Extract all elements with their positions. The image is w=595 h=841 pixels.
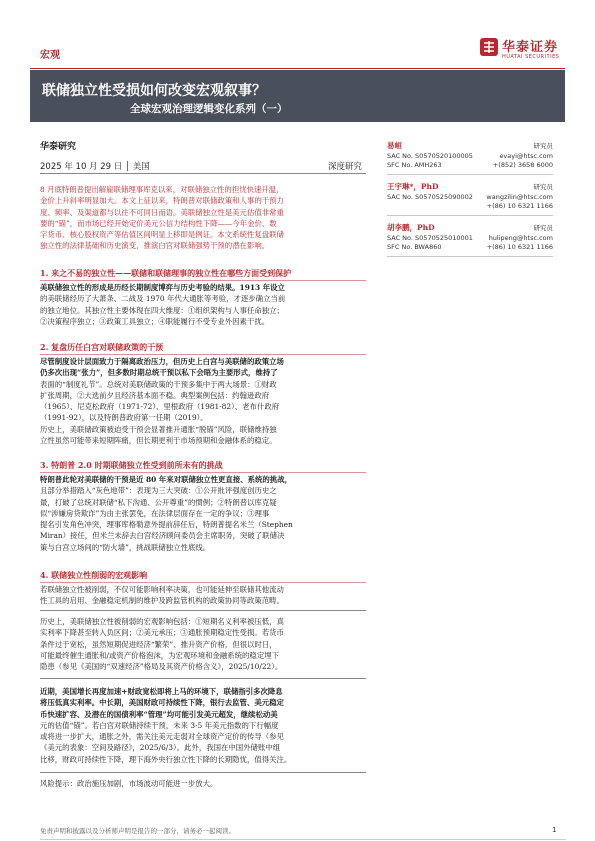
report-date: 2025 年 10 月 29 日 │ 美国 (40, 162, 150, 172)
text-line: 历史上，美联储政策被迫受干预会显著推升通胀“脱锚”风险，联储维持独 (40, 424, 277, 434)
section-heading: 1. 来之不易的独立性——联储和联储理事的独立性在哪些方面受到保护 (40, 268, 366, 279)
footer-rule (40, 839, 566, 840)
logo-mark-icon (480, 38, 498, 56)
text-line: 扩张周期，②大选前夕且经济基本面不稳。典型案例包括：约翰逊政府 (40, 390, 270, 400)
analyst-role: 研究员 (533, 224, 553, 232)
text-line: ②决策程序独立；③政策工具独立；④职能履行不受专业外因素干扰。 (40, 316, 270, 326)
text-line: 若联储独立性被削弱，不仅可能影响利率决策，也可能延伸至联储其他流动 (40, 585, 284, 594)
page-title: 联储独立性受损如何改变宏观叙事？ (42, 83, 266, 99)
text-line: 历史上，美联储独立性被削弱的宏观影响包括：①短期名义利率被压低，真 (40, 617, 284, 626)
section-heading: 2. 复盘历任白宫对联储政策的干预 (40, 342, 366, 353)
text-line: 8 月底特朗普提出解雇联储理事库克以来，对联储独立性的担忧快速升温， (40, 185, 284, 194)
text-line: 独立性的法律基础和历史演变，推演白宫对联储强势干预的潜在影响。 (40, 241, 270, 251)
text-line: 表面的“制度礼节”。总统对美联储政策的干预多集中于两大场景：①财政 (40, 379, 277, 389)
text-line: Miran）接任，但米兰未辞去白宫经济顾问委员会主席职务，突破了联储决 (40, 531, 285, 541)
section-body (40, 282, 370, 327)
text-line: 金价上升斜率明显加大。本文上征以来，特朗普对联储政策和人事的干预力 (40, 196, 284, 206)
analyst-card (387, 222, 555, 262)
section-heading: 4. 联储独立性削弱的宏观影响 (40, 570, 366, 581)
analyst-sfc: SFC No. BWA860 (387, 243, 442, 251)
text-line: 风险提示：政治施压加剧，市场波动可能进一步放大。 (40, 779, 218, 788)
text-line: 将压低真实利率。中长期，美国财政可持续性下降，银行去监管、美元稳定 (40, 698, 284, 708)
text-line: 元的估值“锚”。若白宫对联储持续干预，未来 3-5 年美元指数的下行幅度 (40, 720, 279, 730)
analyst-email[interactable]: hulipeng@htsc.com (488, 234, 553, 242)
analyst-card (387, 181, 555, 221)
analyst-email[interactable]: evayi@htsc.com (499, 152, 553, 160)
footer-disclaimer: 免责声明和披露以及分析师声明是报告的一部分，请务必一起阅读。 (40, 827, 235, 835)
meta-divider (40, 173, 366, 174)
analyst-sac: SAC No. S0570525090002 (387, 193, 473, 201)
analyst-name: 易峘 (387, 141, 402, 150)
text-line: 策与白宫立场间的“防火墙”，挑战联储独立性底线。 (40, 542, 211, 552)
text-line: 度、频率、及渠道都与以往不可同日而语。美联储独立性是美元估值非常重 (40, 207, 284, 217)
text-line: （1965）、尼克松政府（1971-72）、里根政府（1981-82）、老布什政府 (40, 402, 280, 412)
text-line: 提名引发角色冲突，理事库格勒意外提前辞任后，特朗普提名米兰（Stephen (40, 520, 293, 530)
text-line: 或将进一步扩大，通胀之外，需关注美元走弱对全球资产定价的传导（参见 (40, 732, 284, 742)
analyst-name: 胡李鹏，PhD (387, 223, 435, 232)
text-line: 性工具的启用、金融稳定机制的维护及跨监管机构的政策协同等政策范畴。 (40, 596, 284, 606)
text-line: 币快速扩容、及潜在的国债利率“管理”均可能引发美元超发，继续松动美 (40, 709, 278, 719)
divider (40, 610, 366, 611)
page-subtitle: 全球宏观治理逻辑变化系列（一） (130, 103, 288, 115)
text-line: 仍多次出现“张力”，但多数时期总统干预以私下会晤为主要形式，维持了 (40, 368, 278, 378)
logo-text: 华泰证券 (502, 40, 559, 55)
analyst-sfc: SFC No. AMH263 (387, 161, 442, 169)
analyst-divider (387, 215, 553, 216)
text-line: 的美联储经历了大萧条、二战及 1970 年代大通胀等考验，才逐步确立当前 (40, 294, 286, 304)
text-line: 特朗普此轮对美联储的干预是近 80 年来对联储独立性更直接、系统的挑战， (40, 475, 292, 484)
org-name: 华泰研究 (40, 142, 77, 152)
text-line: 最，打破了总统对联储“私下沟通、公开尊重”的惯例；②特朗普以库克疑 (40, 497, 277, 507)
report-type: 深度研究 (328, 162, 363, 172)
divider (40, 772, 366, 773)
risk-warning (40, 778, 370, 789)
analyst-divider (387, 256, 553, 257)
text-line: 尽管制度设计层面致力于隔离政治压力，但历史上白宫与美联储的政策立场 (40, 357, 284, 366)
analyst-role: 研究员 (533, 183, 553, 191)
impact-paragraph (40, 616, 370, 672)
text-line: 实利率下降甚至转入负区间；②美元承压；③通胀预期稳定性受损。若货币 (40, 628, 284, 638)
outlook-paragraph (40, 686, 370, 765)
text-line: 条件过于宽松，虽然短期促进经济“繁荣”、推升资产价格，但很以时日， (40, 639, 277, 649)
page-number: 1 (552, 826, 557, 834)
section-body (40, 584, 370, 607)
intro-paragraph (40, 184, 370, 252)
analyst-role: 研究员 (533, 142, 553, 150)
analyst-sac: SAC No. S0570520100005 (387, 152, 473, 160)
text-line: 《美元的表象：空间及路径》，2025/6/3）。此外，我国在中国外储账中组 (40, 743, 281, 753)
text-line: （1991-92），以及特朗普政府第一任期（2019）。 (40, 413, 208, 423)
text-line: 似“涉嫌房贷欺诈”为由主张罢免，在法律层面存在一定的争议；③理事 (40, 508, 270, 518)
text-line: 近期，美国增长再度加速+财政宽松即将上马的环境下，联储指引多次降息 (40, 687, 283, 696)
analyst-phone: +(86) 10 6321 1166 (486, 202, 553, 210)
text-line: 美联储独立性的形成是历经长期制度博弈与历史考验的结果。1913 年设立 (40, 283, 285, 292)
analyst-phone: +(86) 10 6321 1166 (486, 243, 553, 251)
header-rule (30, 68, 565, 69)
text-line: 字货币、核心股权资产等估值区间明显上移即是例证。本文系统性复盘联储 (40, 230, 284, 240)
analyst-card (387, 140, 555, 180)
divider (40, 678, 366, 679)
text-line: 比移，财政可持续性下降，理下海外央行独立性下降的长期隐忧，值得关注。 (40, 754, 292, 764)
text-line: 可能最终催生通胀和/或资产价格泡沫，为宏观环境和金融系统的稳定埋下 (40, 650, 279, 660)
analyst-phone: +(852) 3658 6000 (492, 161, 553, 169)
logo-subtext: HUATAI SECURITIES (502, 54, 560, 60)
analyst-email[interactable]: wangzilin@htsc.com (486, 193, 553, 201)
text-line: 要的“锚”，而市场已经开始定价美元公信力结构性下降——今年金价、数 (40, 218, 277, 228)
analyst-sac: SAC No. S0570525010001 (387, 234, 473, 242)
text-line: 隐患（参见《美国的“双速经济”格局及其资产价格含义》，2025/10/22）。 (40, 662, 283, 672)
section-body (40, 356, 370, 446)
text-line: 立性虽然可能带来短期阵痛，但长期更利于市场预期和金融体系的稳定。 (40, 436, 277, 446)
company-logo (480, 36, 570, 66)
text-line: 的独立地位。其独立性主要体现在四大维度：①组织架构与人事任命独立； (40, 305, 284, 315)
analyst-name: 王宇琳*，PhD (387, 182, 439, 191)
section-tag: 宏观 (40, 50, 60, 61)
section-heading: 3. 特朗普 2.0 时期联储独立性受到前所未有的挑战 (40, 460, 366, 471)
text-line: 且部分举措踏入“灰色地带”：表现为三大突破：①公开批评强度创历史之 (40, 486, 277, 496)
analyst-divider (387, 174, 553, 175)
section-body (40, 474, 370, 553)
